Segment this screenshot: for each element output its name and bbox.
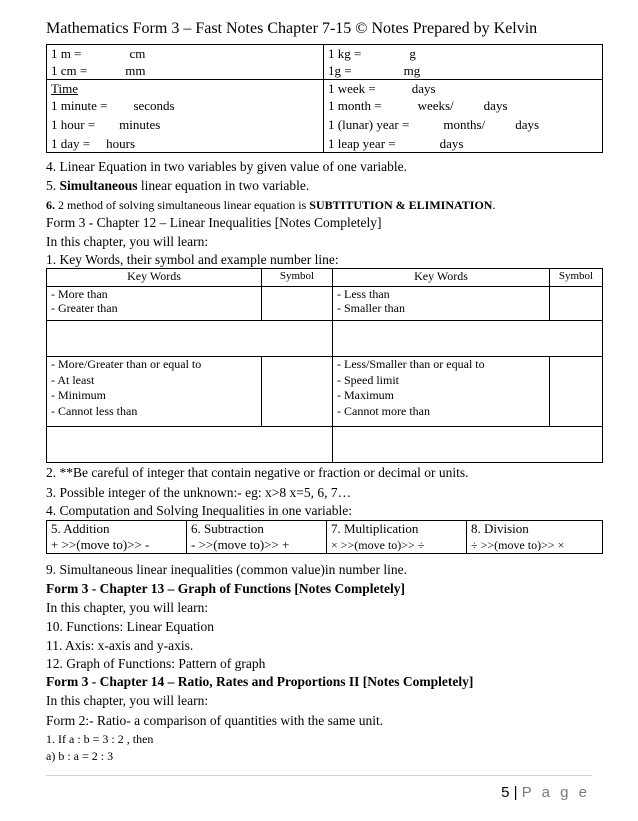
line-functions: 10. Functions: Linear Equation [46, 619, 214, 634]
op-multiplication: 7. Multiplication × >>(move to)>> ÷ [327, 521, 467, 554]
page-number: 5 [501, 784, 510, 801]
time-heading: Time [51, 81, 78, 96]
line-graph-functions: 12. Graph of Functions: Pattern of graph [46, 656, 266, 671]
unit-row-g: 1g = mg [328, 63, 421, 78]
chapter-12-heading: Form 3 - Chapter 12 – Linear Inequalities [Notes Completely] [46, 215, 382, 230]
time-row-day: 1 day = hours [51, 136, 135, 151]
line-simultaneous-inequalities: 9. Simultaneous linear inequalities (common value)in number line. [46, 562, 408, 577]
key-words-at-least: - More/Greater than or equal to - At least - Minimum - Cannot less than [47, 357, 262, 427]
key-words-intro: 1. Key Words, their symbol and example number line: [46, 252, 339, 267]
unit-row-cm: 1 cm = mm [51, 63, 146, 78]
time-row-hour: 1 hour = minutes [51, 117, 161, 132]
line-methods: 6. 2 method of solving simultaneous linear equation is SUBTITUTION & ELIMINATION. [46, 198, 496, 212]
symbol-cell [262, 357, 333, 427]
key-words-at-most: - Less/Smaller than or equal to - Speed limit - Maximum - Cannot more than [333, 357, 550, 427]
symbol-cell [550, 287, 603, 321]
number-line-cell [47, 427, 333, 463]
chapter-12-intro: In this chapter, you will learn: [46, 234, 209, 249]
unit-row-m: 1 m = cm [51, 46, 146, 61]
page-header-title: Mathematics Form 3 – Fast Notes Chapter 7-15 © Notes Prepared by Kelvin [46, 20, 538, 37]
symbol-cell [550, 357, 603, 427]
time-row-month: 1 month = weeks/ days [328, 98, 508, 113]
key-words-more-than: - More than - Greater than [47, 287, 262, 321]
page-footer [501, 784, 590, 801]
line-ratio-definition: Form 2:- Ratio- a comparison of quantities with the same unit. [46, 713, 384, 728]
chapter-13-intro: In this chapter, you will learn: [46, 600, 209, 615]
key-words-less-than: - Less than - Smaller than [333, 287, 550, 321]
line-possible-integer: 3. Possible integer of the unknown:- eg: x>8 x=5, 6, 7… [46, 485, 352, 500]
key-words-header-left: Key Words [47, 269, 262, 287]
line-ratio-answer: a) b : a = 2 : 3 [46, 749, 114, 763]
key-words-table [46, 268, 603, 463]
number-line-cell [333, 321, 603, 357]
line-computation: 4. Computation and Solving Inequalities in one variable: [46, 503, 352, 518]
time-row-lunar-year: 1 (lunar) year = months/ days [328, 117, 540, 132]
chapter-14-intro: In this chapter, you will learn: [46, 693, 209, 708]
symbol-header-right: Symbol [550, 269, 603, 287]
footer-divider [46, 775, 592, 776]
op-subtraction: 6. Subtraction - >>(move to)>> + [187, 521, 327, 554]
op-division: 8. Division ÷ >>(move to)>> × [467, 521, 603, 554]
line-careful-integer: 2. **Be careful of integer that contain negative or fraction or decimal or units. [46, 465, 469, 480]
units-table [46, 44, 603, 153]
chapter-14-heading: Form 3 - Chapter 14 – Ratio, Rates and Proportions II [Notes Completely] [46, 674, 474, 689]
unit-row-kg: 1 kg = g [328, 46, 416, 61]
symbol-cell [262, 287, 333, 321]
number-line-cell [47, 321, 333, 357]
operations-table [46, 520, 603, 554]
page-label: P a g e [521, 784, 590, 801]
time-row-week: 1 week = days [328, 81, 436, 96]
symbol-header-left: Symbol [262, 269, 333, 287]
line-simultaneous: 5. Simultaneous linear equation in two variable. [46, 178, 310, 193]
line-ratio-example: 1. If a : b = 3 : 2 , then [46, 732, 154, 746]
footer-separator: | [513, 784, 518, 801]
line-axis: 11. Axis: x-axis and y-axis. [46, 638, 194, 653]
op-addition: 5. Addition + >>(move to)>> - [47, 521, 187, 554]
time-row-leap-year: 1 leap year = days [328, 136, 464, 151]
line-linear-equation: 4. Linear Equation in two variables by given value of one variable. [46, 159, 408, 174]
key-words-header-right: Key Words [333, 269, 550, 287]
time-row-minute: 1 minute = seconds [51, 98, 175, 113]
chapter-13-heading: Form 3 - Chapter 13 – Graph of Functions [Notes Completely] [46, 581, 405, 596]
number-line-cell [333, 427, 603, 463]
